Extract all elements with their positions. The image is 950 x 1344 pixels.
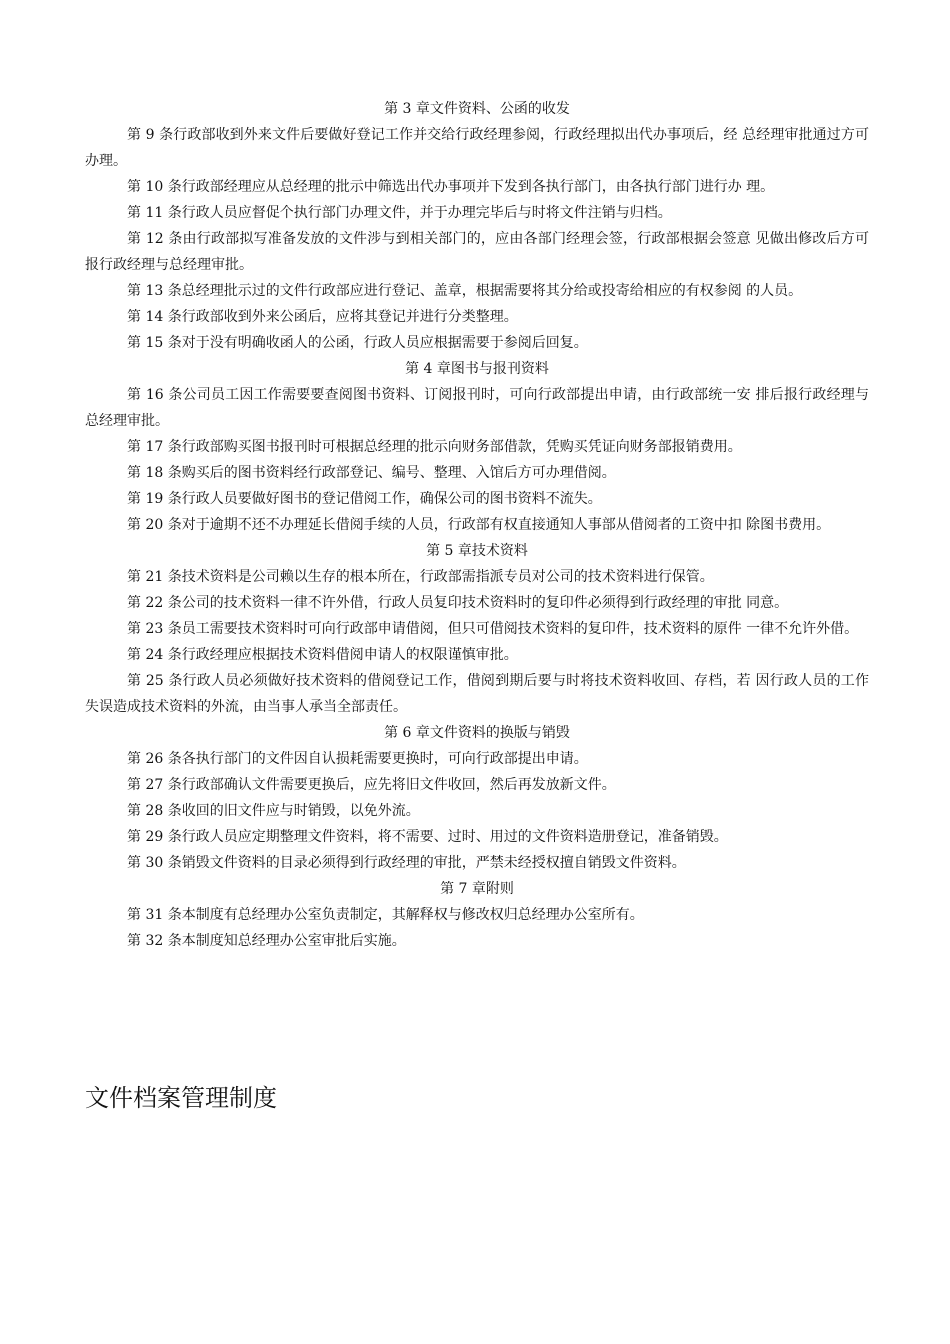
article-22: 第 22 条公司的技术资料一律不许外借，行政人员复印技术资料时的复印件必须得到行政经理的审批 同意。 <box>127 595 789 611</box>
article-19: 第 19 条行政人员要做好图书的登记借阅工作，确保公司的图书资料不流失。 <box>127 491 602 507</box>
article-11: 第 11 条行政人员应督促个执行部门办理文件，并于办理完毕后与时将文件注销与归档。 <box>127 205 672 221</box>
article-30: 第 30 条销毁文件资料的目录必须得到行政经理的审批，严禁未经授权擅自销毁文件资料。 <box>127 855 686 871</box>
article-26: 第 26 条各执行部门的文件因自认损耗需要更换时，可向行政部提出申请。 <box>127 751 588 767</box>
document-title: 文件档案管理制度 <box>85 1084 277 1112</box>
article-21: 第 21 条技术资料是公司赖以生存的根本所在，行政部需指派专员对公司的技术资料进行保管。 <box>127 569 714 585</box>
article-18: 第 18 条购买后的图书资料经行政部登记、编号、整理、入馆后方可办理借阅。 <box>127 465 616 481</box>
article-12: 第 12 条由行政部拟写准备发放的文件涉与到相关部门的，应由各部门经理会签，行政部根据会签意 见做出修改后方可报行政经理与总经理审批。 <box>85 231 869 273</box>
article-25: 第 25 条行政人员必须做好技术资料的借阅登记工作，借阅到期后要与时将技术资料收回、存档，若 因行政人员的工作失误造成技术资料的外流，由当事人承当全部责任。 <box>85 673 869 715</box>
chapter-title: 第 7 章附则 <box>440 881 514 897</box>
article-27: 第 27 条行政部确认文件需要更换后，应先将旧文件收回，然后再发放新文件。 <box>127 777 616 793</box>
chapter-6 <box>85 720 869 876</box>
chapter-7 <box>85 876 869 954</box>
chapter-5 <box>85 538 869 720</box>
article-31: 第 31 条本制度有总经理办公室负责制定，其解释权与修改权归总经理办公室所有。 <box>127 907 644 923</box>
chapter-title: 第 4 章图书与报刊资料 <box>405 361 549 377</box>
article-23: 第 23 条员工需要技术资料时可向行政部申请借阅，但只可借阅技术资料的复印件，技术资料的原件 一律不允许外借。 <box>127 621 859 637</box>
article-14: 第 14 条行政部收到外来公函后，应将其登记并进行分类整理。 <box>127 309 518 325</box>
chapter-title: 第 5 章技术资料 <box>426 543 528 559</box>
article-29: 第 29 条行政人员应定期整理文件资料，将不需要、过时、用过的文件资料造册登记，准备销毁。 <box>127 829 728 845</box>
article-20: 第 20 条对于逾期不还不办理延长借阅手续的人员，行政部有权直接通知人事部从借阅者的工资中扣 除图书费用。 <box>127 517 831 533</box>
chapter-4 <box>85 356 869 538</box>
chapter-title: 第 6 章文件资料的换版与销毁 <box>384 725 570 741</box>
article-16: 第 16 条公司员工因工作需要要查阅图书资料、订阅报刊时，可向行政部提出申请，由行政部统一安 排后报行政经理与总经理审批。 <box>85 387 869 429</box>
article-32: 第 32 条本制度知总经理办公室审批后实施。 <box>127 933 406 949</box>
article-24: 第 24 条行政经理应根据技术资料借阅申请人的权限谨慎审批。 <box>127 647 518 663</box>
article-13: 第 13 条总经理批示过的文件行政部应进行登记、盖章，根据需要将其分给或投寄给相应的有权参阅 的人员。 <box>127 283 803 299</box>
article-15: 第 15 条对于没有明确收函人的公函，行政人员应根据需要于参阅后回复。 <box>127 335 588 351</box>
document-body <box>85 96 869 954</box>
chapter-3 <box>85 96 869 356</box>
article-10: 第 10 条行政部经理应从总经理的批示中筛选出代办事项并下发到各执行部门，由各执行部门进行办 理。 <box>127 179 775 195</box>
article-28: 第 28 条收回的旧文件应与时销毁，以免外流。 <box>127 803 420 819</box>
article-17: 第 17 条行政部购买图书报刊时可根据总经理的批示向财务部借款，凭购买凭证向财务部报销费用。 <box>127 439 742 455</box>
chapter-title: 第 3 章文件资料、公函的收发 <box>384 101 570 117</box>
article-9: 第 9 条行政部收到外来文件后要做好登记工作并交给行政经理参阅，行政经理拟出代办事项后，经 总经理审批通过方可办理。 <box>85 127 869 169</box>
